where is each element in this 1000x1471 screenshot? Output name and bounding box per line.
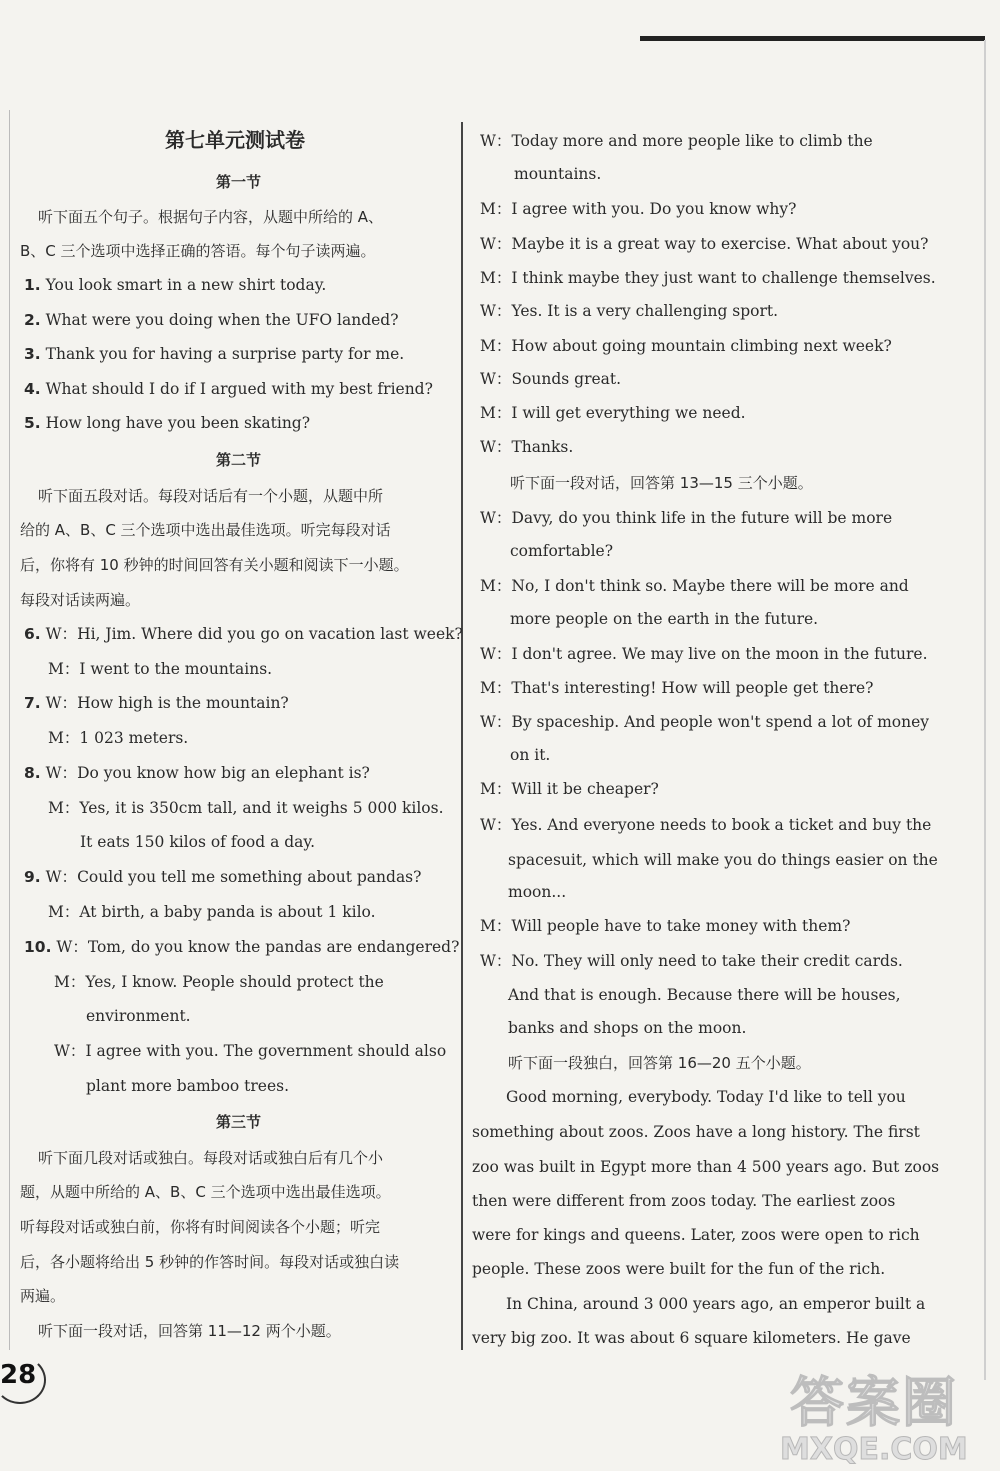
dialogue-line: M：That's interesting! How will people get there? (480, 679, 874, 697)
dialogue-line: M：I will get everything we need. (480, 404, 746, 422)
question-8-m: M：Yes, it is 350cm tall, and it weighs 5 000 kilos. (48, 799, 444, 817)
section-3-instruction: 两遍。 (20, 1287, 66, 1305)
question-3: 3. Thank you for having a surprise party for me. (24, 345, 405, 363)
dialogue-line: M：Will it be cheaper? (480, 780, 659, 798)
section-3-instruction: 题，从题中所给的 A、B、C 三个选项中选出最佳选项。 (20, 1183, 391, 1201)
dialogue-line-cont: banks and shops on the moon. (508, 1019, 747, 1037)
page-number-arc (0, 1356, 46, 1404)
dialogue-line-cont: more people on the earth in the future. (510, 610, 819, 628)
question-7-w: 7. W：How high is the mountain? (24, 694, 289, 712)
page-number: 28 (0, 1360, 40, 1396)
monologue-line: people. These zoos were built for the fun of the rich. (472, 1260, 886, 1278)
question-1: 1. You look smart in a new shirt today. (24, 276, 327, 294)
dialogue-line: M：How about going mountain climbing next week? (480, 337, 892, 355)
dialogue-line: W：No. They will only need to take their credit cards. (480, 952, 903, 970)
dialogue-line: W：Yes. And everyone needs to book a ticket and buy the (480, 816, 932, 834)
question-5: 5. How long have you been skating? (24, 414, 311, 432)
monologue-line: Good morning, everybody. Today I'd like to tell you (506, 1088, 906, 1106)
monologue-line: very big zoo. It was about 6 square kilometers. He gave (472, 1329, 911, 1347)
question-9-m: M：At birth, a baby panda is about 1 kilo. (48, 903, 376, 921)
section-3-instruction: 听下面几段对话或独白。每段对话或独白后有几个小 (38, 1149, 384, 1167)
page-edge-right (984, 40, 986, 1380)
dialogue-line: M：I think maybe they just want to challenge themselves. (480, 269, 936, 287)
monologue-line: something about zoos. Zoos have a long history. The first (472, 1123, 920, 1141)
page-edge-left (9, 110, 10, 1350)
section-3-heading: 第三节 (216, 1113, 262, 1131)
listening-prompt: 听下面一段独白，回答第 16—20 五个小题。 (508, 1054, 811, 1072)
monologue-line: then were different from zoos today. The earliest zoos (472, 1192, 896, 1210)
page-title: 第七单元测试卷 (165, 128, 305, 152)
listening-prompt: 听下面一段对话，回答第 13—15 三个小题。 (510, 474, 813, 492)
monologue-line: In China, around 3 000 years ago, an emperor built a (506, 1295, 926, 1313)
question-7-m: M：1 023 meters. (48, 729, 189, 747)
section-2-instruction: 每段对话读两遍。 (20, 591, 141, 609)
section-3-instruction: 后，各小题将给出 5 秒钟的作答时间。每段对话或独白读 (20, 1253, 400, 1271)
question-10-m-cont: environment. (86, 1007, 191, 1025)
watermark-logo (780, 1360, 980, 1470)
question-4: 4. What should I do if I argued with my best friend? (24, 380, 433, 398)
dialogue-line: M：Will people have to take money with them? (480, 917, 851, 935)
dialogue-line: W：By spaceship. And people won't spend a lot of money (480, 713, 930, 731)
question-2: 2. What were you doing when the UFO landed? (24, 311, 399, 329)
question-10-w2-cont: plant more bamboo trees. (86, 1077, 290, 1095)
column-divider (461, 122, 463, 1350)
dialogue-line-cont: And that is enough. Because there will be houses, (508, 986, 901, 1004)
section-2-instruction: 听下面五段对话。每段对话后有一个小题，从题中所 (38, 487, 384, 505)
watermark-text: 答案圈 (790, 1371, 958, 1434)
top-rule (640, 36, 985, 41)
question-10-w2: W：I agree with you. The government should also (54, 1042, 447, 1060)
dialogue-line: W：Maybe it is a great way to exercise. What about you? (480, 235, 929, 253)
dialogue-line: M：I agree with you. Do you know why? (480, 200, 797, 218)
dialogue-line-cont: comfortable? (510, 542, 614, 560)
question-10-w: 10. W：Tom, do you know the pandas are endangered? (24, 938, 460, 956)
dialogue-line: W：I don't agree. We may live on the moon in the future. (480, 645, 928, 663)
question-9-w: 9. W：Could you tell me something about pandas? (24, 868, 422, 886)
section-2-heading: 第二节 (216, 451, 262, 469)
monologue-line: were for kings and queens. Later, zoos were open to rich (472, 1226, 920, 1244)
question-8-m-cont: It eats 150 kilos of food a day. (80, 833, 316, 851)
watermark-url: MXQE.COM (780, 1432, 968, 1467)
section-1-heading: 第一节 (216, 173, 262, 191)
section-2-instruction: 给的 A、B、C 三个选项中选出最佳选项。听完每段对话 (20, 521, 391, 539)
section-1-instruction: B、C 三个选项中选择正确的答语。每个句子读两遍。 (20, 242, 376, 260)
dialogue-line-cont: on it. (510, 746, 551, 764)
dialogue-line: W：Today more and more people like to climb the (480, 132, 873, 150)
dialogue-line: W：Thanks. (480, 438, 574, 456)
question-10-m: M：Yes, I know. People should protect the (54, 973, 384, 991)
dialogue-line: M：No, I don't think so. Maybe there will be more and (480, 577, 909, 595)
dialogue-line-cont: moon... (508, 883, 567, 901)
section-3-instruction: 听每段对话或独白前，你将有时间阅读各个小题；听完 (20, 1218, 381, 1236)
dialogue-line: W：Davy, do you think life in the future will be more (480, 509, 893, 527)
question-8-w: 8. W：Do you know how big an elephant is? (24, 764, 370, 782)
dialogue-line: W：Sounds great. (480, 370, 622, 388)
dialogue-line-cont: mountains. (514, 165, 602, 183)
question-6-m: M：I went to the mountains. (48, 660, 273, 678)
monologue-line: zoo was built in Egypt more than 4 500 years ago. But zoos (472, 1158, 940, 1176)
section-1-instruction: 听下面五个句子。根据句子内容，从题中所给的 A、 (38, 208, 384, 226)
section-2-instruction: 后，你将有 10 秒钟的时间回答有关小题和阅读下一小题。 (20, 556, 409, 574)
dialogue-line: W：Yes. It is a very challenging sport. (480, 302, 779, 320)
listening-prompt: 听下面一段对话，回答第 11—12 两个小题。 (38, 1322, 341, 1340)
question-6-w: 6. W：Hi, Jim. Where did you go on vacation last week? (24, 625, 463, 643)
dialogue-line-cont: spacesuit, which will make you do things easier on the (508, 851, 938, 869)
